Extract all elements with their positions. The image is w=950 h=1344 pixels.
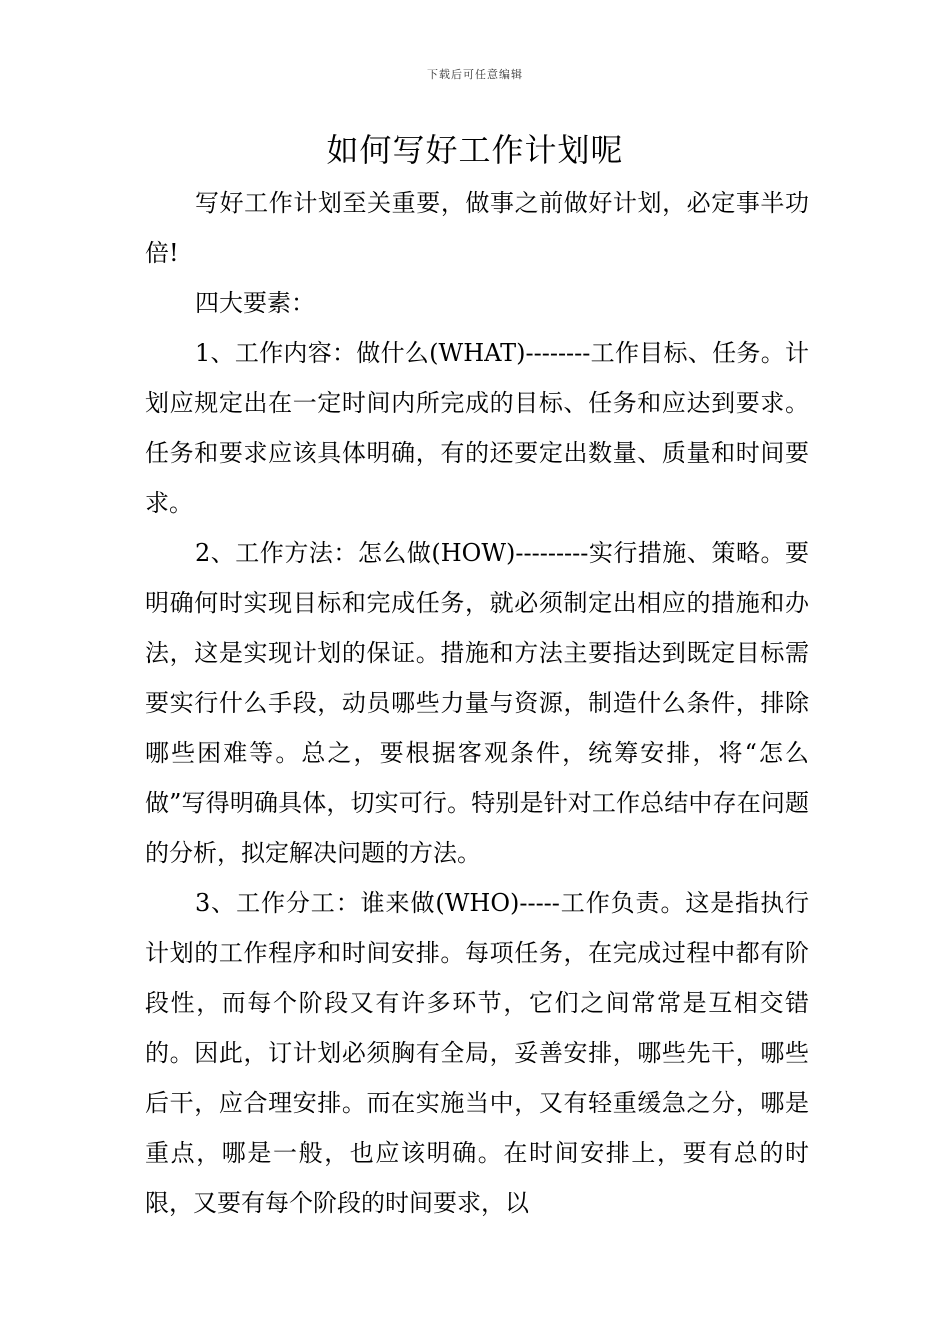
element-1-paragraph: 1、工作内容：做什么(WHAT)--------工作目标、任务。计划应规定出在一定时间内所完成的目标、任务和应达到要求。任务和要求应该具体明确，有的还要定出数量、质量和时间要求。 [145,339,809,517]
elements-heading: 四大要素： [195,289,315,317]
element-2-paragraph: 2、工作方法：怎么做(HOW)---------实行措施、策略。要明确何时实现目标和完成任务，就必须制定出相应的措施和办法，这是实现计划的保证。措施和方法主要指达到既定目标需要实行什么手段，动员哪些力量与资源，制造什么条件，排除哪些困难等。总之，要根据客观条件，统筹安排，将“怎么做”写得明确具体，切实可行。特别是针对工作总结中存在问题的分析，拟定解决问题的方法。 [145,539,809,867]
intro-paragraph: 写好工作计划至关重要，做事之前做好计划，必定事半功倍! [145,189,809,267]
header-note: 下载后可任意编辑 [427,68,523,81]
element-3-paragraph: 3、工作分工：谁来做(WHO)-----工作负责。这是指执行计划的工作程序和时间安排。每项任务，在完成过程中都有阶段性，而每个阶段又有许多环节，它们之间常常是互相交错的。因此，订计划必须胸有全局，妥善安排，哪些先干，哪些后干，应合理安排。而在实施当中，又有轻重缓急之分，哪是重点，哪是一般，也应该明确。在时间安排上，要有总的时限，又要有每个阶段的时间要求，以 [145,889,809,1217]
document-body [145,178,809,1228]
document-title: 如何写好工作计划呢 [326,131,624,169]
